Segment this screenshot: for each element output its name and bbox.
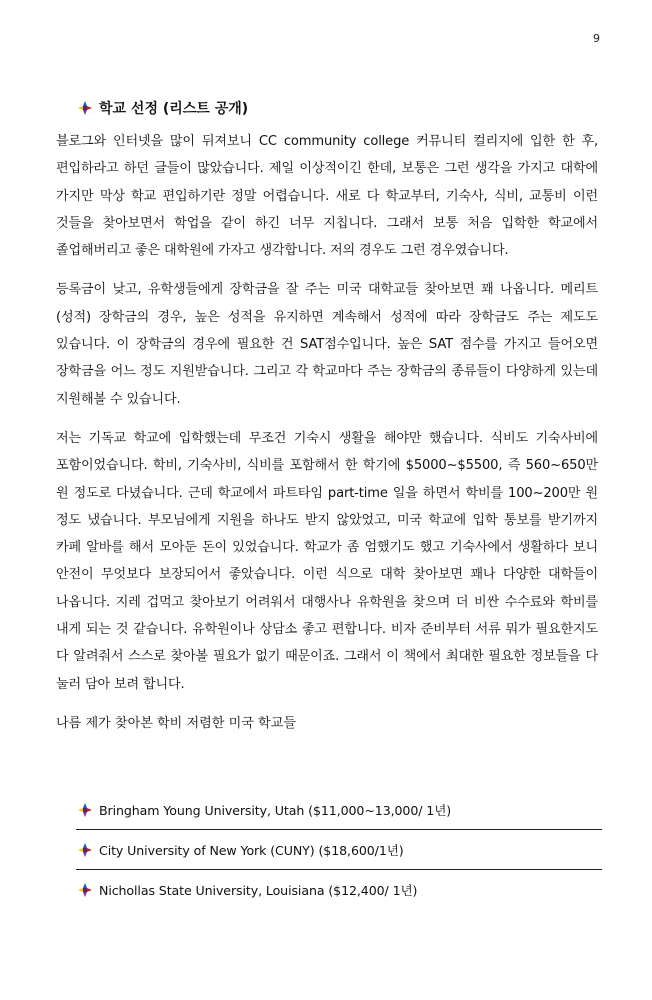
school-name: Bringham Young University, Utah ($11,000~13,000/ 1년) [99, 803, 452, 818]
section-heading [78, 98, 248, 118]
colorful-arrow-bullet-icon [78, 101, 92, 115]
page-number: 9 [593, 32, 600, 45]
paragraph-2: 등록금이 낮고, 유학생들에게 장학금을 잘 주는 미국 대학교들 찾아보면 꽤 나옵니다. 메리트 (성적) 장학금의 경우, 높은 성적을 유지하면 계속해서 성적에 따라 장학금도 주는 제도도 있습니다. 이 장학금의 경우에 필요한 건 SAT점수입니다. 높은 SAT 점수를 가지고 들어오면 장학금을 어느 정도 지원받습니다. 그리고 각 학교마다 주는 장학금의 종류들이 다양하게 있는데 지원해볼 수 있습니다. [56, 282, 598, 407]
paragraph-1: 블로그와 인터넷을 많이 뒤져보니 CC community college 커뮤니티 컬리지에 입한 한 후, 편입하라고 하던 글들이 많았습니다. 제일 이상적이긴 한데, 보통은 그런 생각을 가지고 대학에 가지만 막상 학교 편입하기란 정말 어렵습니다. 새로 다 학교부터, 기숙사, 식비, 교통비 이런 것들을 찾아보면서 학업을 같이 하긴 너무 지칩니다. 그래서 보통 처음 입학한 학교에서 졸업해버리고 좋은 대학원에 가자고 생각합니다. 저의 경우도 그런 경우였습니다. [56, 134, 598, 259]
paragraph-3: 저는 기독교 학교에 입학했는데 무조건 기숙시 생활을 해야만 했습니다. 식비도 기숙사비에 포함이었습니다. 학비, 기숙사비, 식비를 포함해서 한 학기에 $5000~$5500, 즉 560~650만 원 정도로 다녔습니다. 근데 학교에서 파트타임 part-time 일을 하면서 학비를 100~200만 원 정도 냈습니다. 부모님에게 지원을 하나도 받지 않았었고, 미국 학교에 입학 통보를 받기까지 카페 알바를 해서 모아둔 돈이 있었습니다. 학교가 좀 엄했기도 했고 기숙사에서 생활하다 보니 안전이 무엇보다 보장되어서 좋았습니다. 이런 식으로 대학 찾아보면 꽤나 다양한 대학들이 나옵니다. 지레 겁먹고 찾아보기 어려워서 대행사나 유학원을 찾으며 더 비싼 수수료와 학비를 내게 되는 것 같습니다. 유학원이나 상담소 좋고 편합니다. 비자 준비부터 서류 뭐가 필요한지도 다 알려줘서 스스로 찾아볼 필요가 없기 때문이죠. 그래서 이 책에서 최대한 필요한 정보들을 다 눌러 담아 보려 합니다. [56, 430, 598, 692]
list-item [76, 790, 602, 830]
school-list-title: 나름 제가 찾아본 학비 저렴한 미국 학교들 [56, 715, 296, 731]
school-name: Nichollas State University, Louisiana ($12,400/ 1년) [99, 883, 418, 898]
section-heading-text: 학교 선정 (리스트 공개) [99, 101, 249, 117]
colorful-arrow-bullet-icon [78, 803, 92, 817]
school-name: City University of New York (CUNY) ($18,600/1년) [99, 843, 404, 858]
list-item [76, 870, 602, 909]
body-text [56, 128, 598, 737]
colorful-arrow-bullet-icon [78, 843, 92, 857]
list-item [76, 830, 602, 870]
school-list [76, 790, 602, 909]
colorful-arrow-bullet-icon [78, 883, 92, 897]
